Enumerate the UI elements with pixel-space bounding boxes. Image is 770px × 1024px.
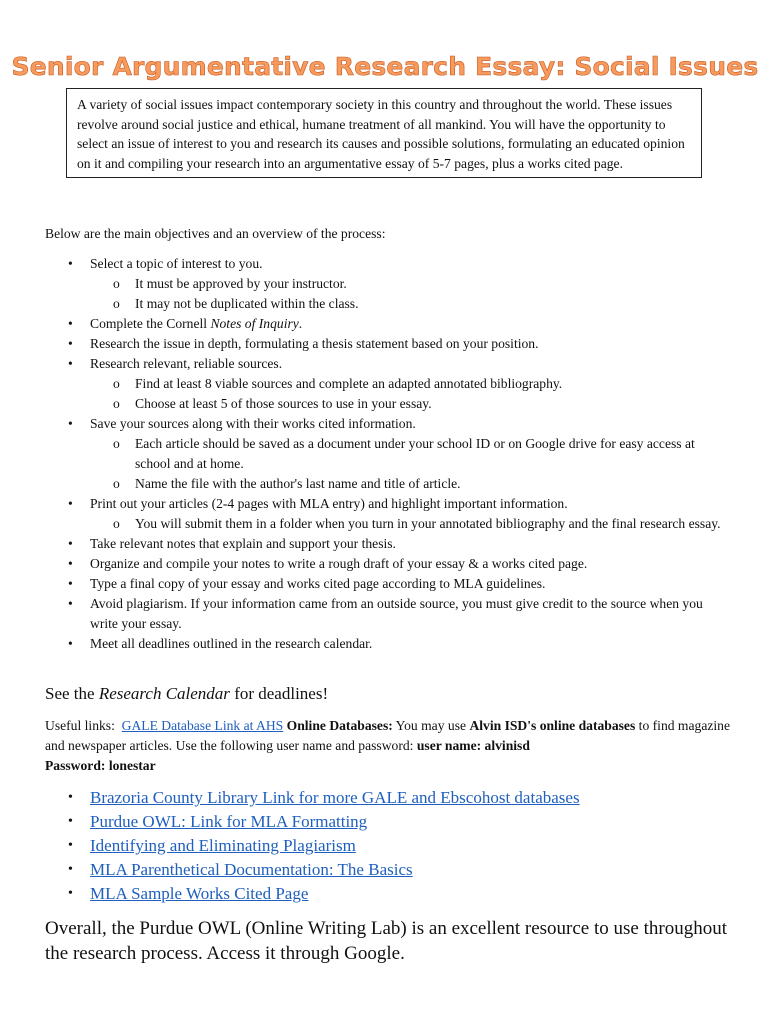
objective-text: Type a final copy of your essay and works cited page according to MLA guidelines. bbox=[90, 576, 546, 591]
sub-objective-text: You will submit them in a folder when you turn in your annotated bibliography and the final research essay. bbox=[135, 516, 721, 531]
list-item bbox=[45, 354, 725, 414]
bullet-icon: • bbox=[68, 576, 73, 591]
sub-list-item bbox=[90, 434, 725, 474]
sub-objective-text: Name the file with the author's last name and title of article. bbox=[135, 476, 461, 491]
list-item bbox=[45, 574, 725, 594]
objectives-intro: Below are the main objectives and an overview of the process: bbox=[45, 226, 386, 241]
list-item bbox=[45, 334, 725, 354]
plagiarism-link[interactable]: Identifying and Eliminating Plagiarism bbox=[90, 836, 356, 855]
calendar-text-end: for deadlines! bbox=[229, 684, 329, 703]
objective-text: Research relevant, reliable sources. bbox=[90, 356, 283, 371]
bullet-icon: • bbox=[68, 316, 73, 331]
list-item bbox=[45, 810, 580, 834]
useful-links-label: Useful links: bbox=[45, 718, 115, 733]
bullet-icon: • bbox=[68, 496, 73, 511]
calendar-note bbox=[45, 684, 328, 704]
list-item bbox=[45, 314, 725, 334]
bullet-icon: • bbox=[68, 596, 73, 611]
sub-list bbox=[90, 274, 725, 314]
bullet-icon: • bbox=[68, 838, 73, 853]
sub-objective-text: Choose at least 5 of those sources to use in your essay. bbox=[135, 396, 432, 411]
objective-text: Organize and compile your notes to write a rough draft of your essay & a works cited page. bbox=[90, 556, 588, 571]
circle-bullet-icon: o bbox=[113, 516, 120, 531]
page-title: Senior Argumentative Research Essay: Social Issues bbox=[11, 52, 759, 81]
bullet-icon: • bbox=[68, 636, 73, 651]
circle-bullet-icon: o bbox=[113, 296, 120, 311]
circle-bullet-icon: o bbox=[113, 376, 120, 391]
resource-links-list bbox=[45, 786, 580, 906]
alvin-databases-label: Alvin ISD's online databases bbox=[469, 718, 636, 733]
bullet-icon: • bbox=[68, 814, 73, 829]
list-item bbox=[45, 882, 580, 906]
research-calendar-emphasis: Research Calendar bbox=[98, 684, 230, 703]
mla-works-cited-link[interactable]: MLA Sample Works Cited Page bbox=[90, 884, 309, 903]
objective-text: Select a topic of interest to you. bbox=[90, 256, 263, 271]
useful-links-paragraph bbox=[45, 716, 735, 776]
bullet-icon: • bbox=[68, 886, 73, 901]
useful-text: You may use bbox=[392, 718, 470, 733]
calendar-text: See the bbox=[45, 684, 99, 703]
objective-text: Print out your articles (2-4 pages with MLA entry) and highlight important information. bbox=[90, 496, 568, 511]
bullet-icon: • bbox=[68, 356, 73, 371]
sub-objective-text: It may not be duplicated within the class. bbox=[135, 296, 359, 311]
objective-text: Complete the Cornell bbox=[90, 316, 211, 331]
sub-objective-text: Find at least 8 viable sources and complete an adapted annotated bibliography. bbox=[135, 376, 563, 391]
list-item bbox=[45, 834, 580, 858]
sub-objective-text: It must be approved by your instructor. bbox=[135, 276, 347, 291]
objective-text: Avoid plagiarism. If your information came from an outside source, you must give credit to the source when you write your essay. bbox=[90, 596, 703, 631]
sub-list bbox=[90, 434, 725, 494]
list-item bbox=[45, 254, 725, 314]
objective-text: Research the issue in depth, formulating a thesis statement based on your position. bbox=[90, 336, 539, 351]
objective-text-end: . bbox=[298, 316, 303, 331]
bullet-icon: • bbox=[68, 556, 73, 571]
sub-list bbox=[90, 514, 725, 534]
gale-database-link[interactable]: GALE Database Link at AHS bbox=[121, 718, 284, 733]
circle-bullet-icon: o bbox=[113, 276, 120, 291]
bullet-icon: • bbox=[68, 336, 73, 351]
list-item bbox=[45, 414, 725, 494]
mla-parenthetical-link[interactable]: MLA Parenthetical Documentation: The Basics bbox=[90, 860, 413, 879]
username-text: user name: alvinisd bbox=[416, 738, 530, 753]
list-item bbox=[45, 786, 580, 810]
circle-bullet-icon: o bbox=[113, 476, 120, 491]
sub-objective-text: Each article should be saved as a document under your school ID or on Google drive for easy access at school and at home. bbox=[135, 436, 695, 471]
sub-list-item bbox=[90, 514, 725, 534]
objectives-list bbox=[45, 254, 725, 654]
intro-box: A variety of social issues impact contemporary society in this country and throughout the world. These issues revolve around social justice and ethical, humane treatment of all mankind. You will have the opportunity to select an issue of interest to you and research its causes and possible solutions, formulating an educated opinion on it and compiling your research into an argumentative essay of 5-7 pages, plus a works cited page. bbox=[66, 88, 702, 178]
bullet-icon: • bbox=[68, 790, 73, 805]
sub-list-item bbox=[90, 394, 725, 414]
objective-text: Meet all deadlines outlined in the research calendar. bbox=[90, 636, 373, 651]
brazoria-library-link[interactable]: Brazoria County Library Link for more GALE and Ebscohost databases bbox=[90, 788, 580, 807]
list-item bbox=[45, 554, 725, 574]
list-item bbox=[45, 494, 725, 534]
sub-list-item bbox=[90, 374, 725, 394]
objective-text: Save your sources along with their works cited information. bbox=[90, 416, 416, 431]
list-item bbox=[45, 858, 580, 882]
bullet-icon: • bbox=[68, 256, 73, 271]
sub-list-item bbox=[90, 474, 725, 494]
useful-text: to find magazine and newspaper articles. Use the following user name and password: bbox=[45, 718, 731, 753]
circle-bullet-icon: o bbox=[113, 396, 120, 411]
objective-text: Take relevant notes that explain and support your thesis. bbox=[90, 536, 396, 551]
online-databases-label: Online Databases: bbox=[286, 718, 393, 733]
sub-list-item bbox=[90, 294, 725, 314]
bullet-icon: • bbox=[68, 416, 73, 431]
bullet-icon: • bbox=[68, 862, 73, 877]
objective-emphasis: Notes of Inquiry bbox=[210, 316, 299, 331]
list-item bbox=[45, 594, 725, 634]
sub-list bbox=[90, 374, 725, 414]
list-item bbox=[45, 534, 725, 554]
list-item bbox=[45, 634, 725, 654]
password-text: Password: lonestar bbox=[45, 758, 156, 773]
closing-paragraph: Overall, the Purdue OWL (Online Writing Lab) is an excellent resource to use throughout the research process. Access it through Google. bbox=[45, 918, 727, 964]
circle-bullet-icon: o bbox=[113, 436, 120, 451]
sub-list-item bbox=[90, 274, 725, 294]
bullet-icon: • bbox=[68, 536, 73, 551]
purdue-owl-link[interactable]: Purdue OWL: Link for MLA Formatting bbox=[90, 812, 368, 831]
